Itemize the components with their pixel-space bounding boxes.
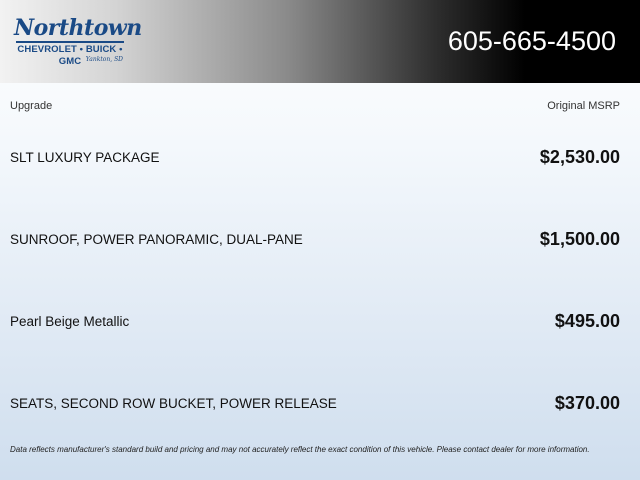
- msrp-column-header: Original MSRP: [547, 100, 620, 112]
- upgrade-column-header: Upgrade: [10, 100, 53, 112]
- upgrade-price: $2,530.00: [539, 147, 620, 167]
- disclaimer-text: Data reflects manufacturer's standard build and pricing and may not accurately reflect the exact condition of this vehicle. Please contact dealer for more information.: [10, 445, 590, 454]
- logo-brands: CHEVROLET • BUICK • GMC: [17, 44, 123, 67]
- logo-divider: [16, 41, 124, 43]
- upgrade-name: Pearl Beige Metallic: [10, 314, 130, 329]
- upgrade-price: $370.00: [554, 393, 620, 413]
- logo-city: Yankton, SD: [85, 56, 123, 63]
- upgrade-price: $495.00: [554, 311, 620, 331]
- upgrade-name: SUNROOF, POWER PANORAMIC, DUAL-PANE: [10, 232, 303, 247]
- upgrade-row: [0, 388, 640, 418]
- logo-dealer-name: Northtown: [14, 15, 142, 41]
- header-banner: [0, 0, 640, 83]
- upgrade-row: [0, 142, 640, 172]
- upgrade-row: [0, 224, 640, 254]
- upgrade-name: SLT LUXURY PACKAGE: [10, 150, 160, 165]
- upgrade-row: [0, 306, 640, 336]
- upgrade-price: $1,500.00: [539, 229, 620, 249]
- dealer-logo[interactable]: [14, 15, 142, 67]
- phone-number[interactable]: 605-665-4500: [447, 26, 616, 56]
- upgrade-name: SEATS, SECOND ROW BUCKET, POWER RELEASE: [10, 396, 337, 411]
